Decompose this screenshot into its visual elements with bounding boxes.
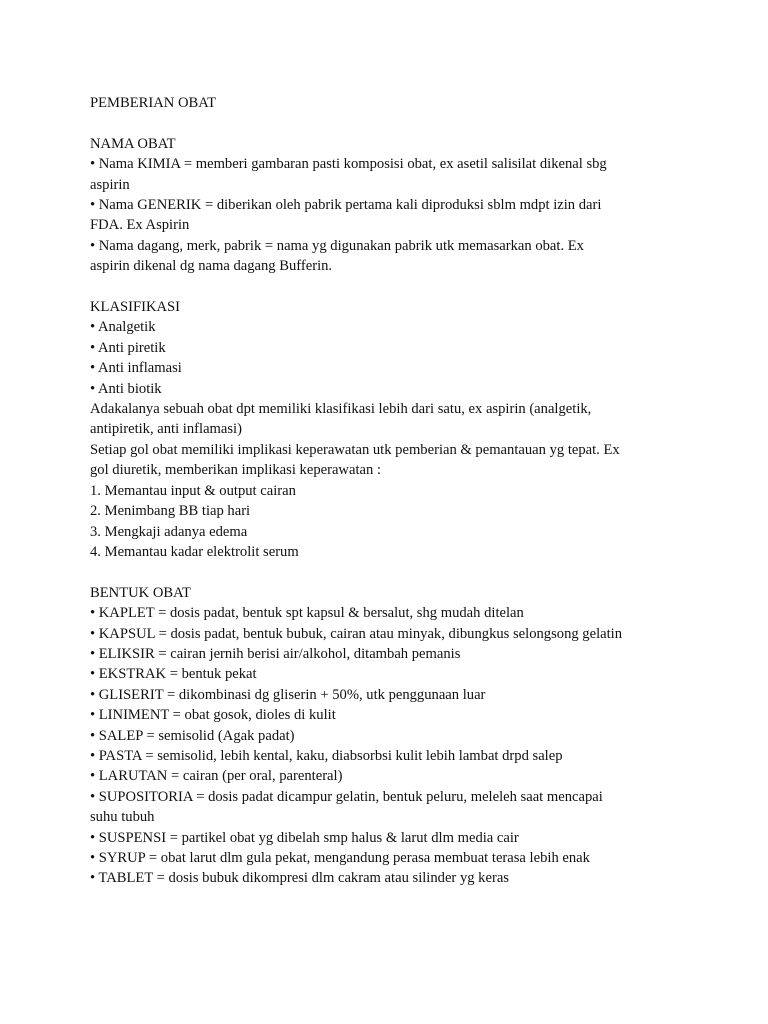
list-item: 3. Mengkaji adanya edema xyxy=(90,523,248,540)
list-item: • ELIKSIR = cairan jernih berisi air/alkohol, ditambah pemanis xyxy=(90,645,461,662)
section-heading: BENTUK OBAT xyxy=(90,584,191,601)
list-item: • Anti piretik xyxy=(90,339,166,356)
list-item: • SYRUP = obat larut dlm gula pekat, mengandung perasa membuat terasa lebih enak xyxy=(90,849,590,866)
list-item: 2. Menimbang BB tiap hari xyxy=(90,503,251,520)
list-item: • KAPLET = dosis padat, bentuk spt kapsul & bersalut, shg mudah ditelan xyxy=(90,605,524,622)
text-line: Adakalanya sebuah obat dpt memiliki klasifikasi lebih dari satu, ex aspirin (analgetik, xyxy=(90,401,592,418)
list-item: • LARUTAN = cairan (per oral, parenteral) xyxy=(90,768,343,785)
spacer xyxy=(90,113,690,133)
section-bentuk-obat xyxy=(90,583,690,889)
document-page xyxy=(90,93,690,889)
text-line: gol diuretik, memberikan implikasi keperawatan : xyxy=(90,462,381,479)
section-heading: KLASIFIKASI xyxy=(90,299,180,316)
section-nama-obat xyxy=(90,134,690,277)
list-item: • Anti biotik xyxy=(90,380,162,397)
section-heading: NAMA OBAT xyxy=(90,135,176,152)
text-line: • Nama KIMIA = memberi gambaran pasti komposisi obat, ex asetil salisilat dikenal sbg xyxy=(90,156,607,173)
list-item: • EKSTRAK = bentuk pekat xyxy=(90,666,257,683)
text-line: Setiap gol obat memiliki implikasi keperawatan utk pemberian & pemantauan yg tepat. Ex xyxy=(90,441,620,458)
text-line: antipiretik, anti inflamasi) xyxy=(90,421,242,438)
spacer xyxy=(90,562,690,582)
list-item: • SALEP = semisolid (Agak padat) xyxy=(90,727,295,744)
text-line: aspirin dikenal dg nama dagang Bufferin. xyxy=(90,258,333,275)
text-line: FDA. Ex Aspirin xyxy=(90,217,190,234)
list-item: • SUPOSITORIA = dosis padat dicampur gelatin, bentuk peluru, meleleh saat mencapai xyxy=(90,788,603,805)
text-line: suhu tubuh xyxy=(90,809,155,826)
list-item: • GLISERIT = dikombinasi dg gliserin + 50%, utk penggunaan luar xyxy=(90,686,486,703)
list-item: 4. Memantau kadar elektrolit serum xyxy=(90,543,299,560)
list-item: • Anti inflamasi xyxy=(90,360,182,377)
section-klasifikasi xyxy=(90,297,690,562)
document-title: PEMBERIAN OBAT xyxy=(90,95,217,111)
list-item: • PASTA = semisolid, lebih kental, kaku, diabsorbsi kulit lebih lambat drpd salep xyxy=(90,747,563,764)
list-item: • Analgetik xyxy=(90,319,156,336)
list-item: • TABLET = dosis bubuk dikompresi dlm cakram atau silinder yg keras xyxy=(90,870,509,887)
list-item: • LINIMENT = obat gosok, dioles di kulit xyxy=(90,707,336,724)
list-item: • SUSPENSI = partikel obat yg dibelah smp halus & larut dlm media cair xyxy=(90,829,519,846)
list-item: 1. Memantau input & output cairan xyxy=(90,482,296,499)
list-item: • KAPSUL = dosis padat, bentuk bubuk, cairan atau minyak, dibungkus selongsong gelatin xyxy=(90,625,623,642)
text-line: aspirin xyxy=(90,176,130,193)
spacer xyxy=(90,277,690,297)
text-line: • Nama GENERIK = diberikan oleh pabrik pertama kali diproduksi sblm mdpt izin dari xyxy=(90,197,602,214)
text-line: • Nama dagang, merk, pabrik = nama yg digunakan pabrik utk memasarkan obat. Ex xyxy=(90,237,584,254)
